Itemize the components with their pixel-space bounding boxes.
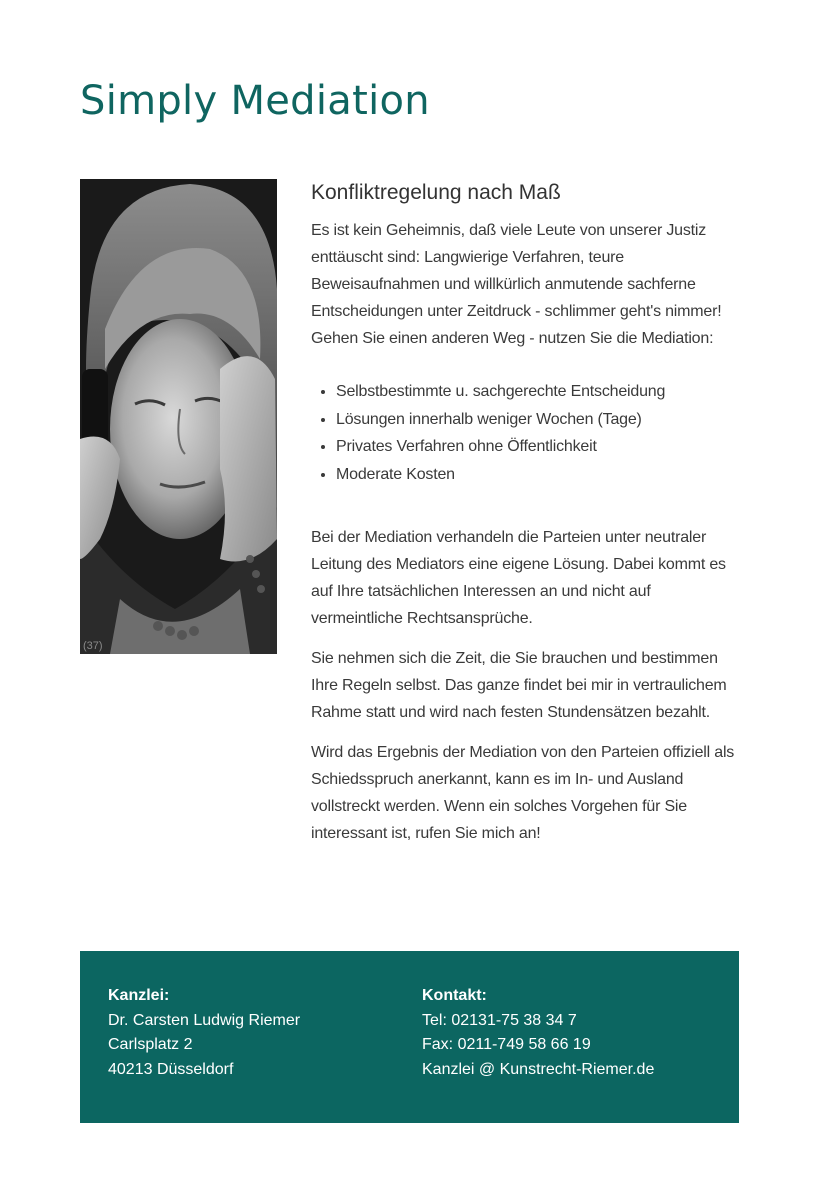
portrait-image [80, 179, 277, 654]
contact-label: Kontakt: [422, 987, 487, 1004]
contact-fax: Fax: 0211-749 58 66 19 [422, 1036, 591, 1053]
portrait-photo [80, 179, 277, 654]
list-item: • Privates Verfahren ohne Öffentlichkeit [336, 433, 743, 461]
page-title: Simply Mediation [80, 78, 430, 124]
office-street: Carlsplatz 2 [108, 1036, 193, 1053]
list-item: • Moderate Kosten [336, 461, 743, 489]
office-city: 40213 Düsseldorf [108, 1060, 234, 1078]
body-paragraph: Sie nehmen sich die Zeit, die Sie brauchen und bestimmen Ihre Regeln selbst. Das ganze findet bei mir in vertraulichem Rahme statt und wird nach festen Stundensätzen bezahlt. [311, 650, 727, 721]
contact-info [422, 984, 654, 1082]
office-name: Dr. Carsten Ludwig Riemer [108, 1011, 301, 1029]
office-info [108, 984, 300, 1082]
footer [80, 951, 739, 1123]
article [311, 181, 743, 860]
body-paragraph: Wird das Ergebnis der Mediation von den Parteien offiziell als Schiedsspruch anerkannt, kann es im In- und Ausland vollstreckt werden. Wenn ein solches Vorgehen für Sie interessant ist, rufen Sie mich an! [311, 744, 735, 842]
benefits-list [311, 378, 743, 488]
office-label: Kanzlei: [108, 987, 170, 1004]
list-item: • Selbstbestimmte u. sachgerechte Entscheidung [336, 378, 743, 406]
contact-phone[interactable]: Tel: 02131-75 38 34 7 [422, 1011, 577, 1029]
body-paragraph: Bei der Mediation verhandeln die Parteien unter neutraler Leitung des Mediators eine eigene Lösung. Dabei kommt es auf Ihre tatsächlichen Interessen an und nicht auf vermeintliche Rechtsansprüche. [311, 529, 726, 627]
intro-paragraph: Es ist kein Geheimnis, daß viele Leute von unserer Justiz enttäuscht sind: Langwierige Verfahren, teure Beweisaufnahmen und willkürlich anmutende sachferne Entscheidungen unter Zeitdruck - schlimmer geht's nimmer! Gehen Sie einen anderen Weg - nutzen Sie die Mediation: [311, 222, 722, 347]
contact-email[interactable]: Kanzlei @ Kunstrecht-Riemer.de [422, 1060, 655, 1078]
list-item: • Lösungen innerhalb weniger Wochen (Tage) [336, 406, 743, 434]
section-heading: Konfliktregelung nach Maß [311, 181, 561, 204]
photo-caption: (37) [83, 640, 103, 652]
